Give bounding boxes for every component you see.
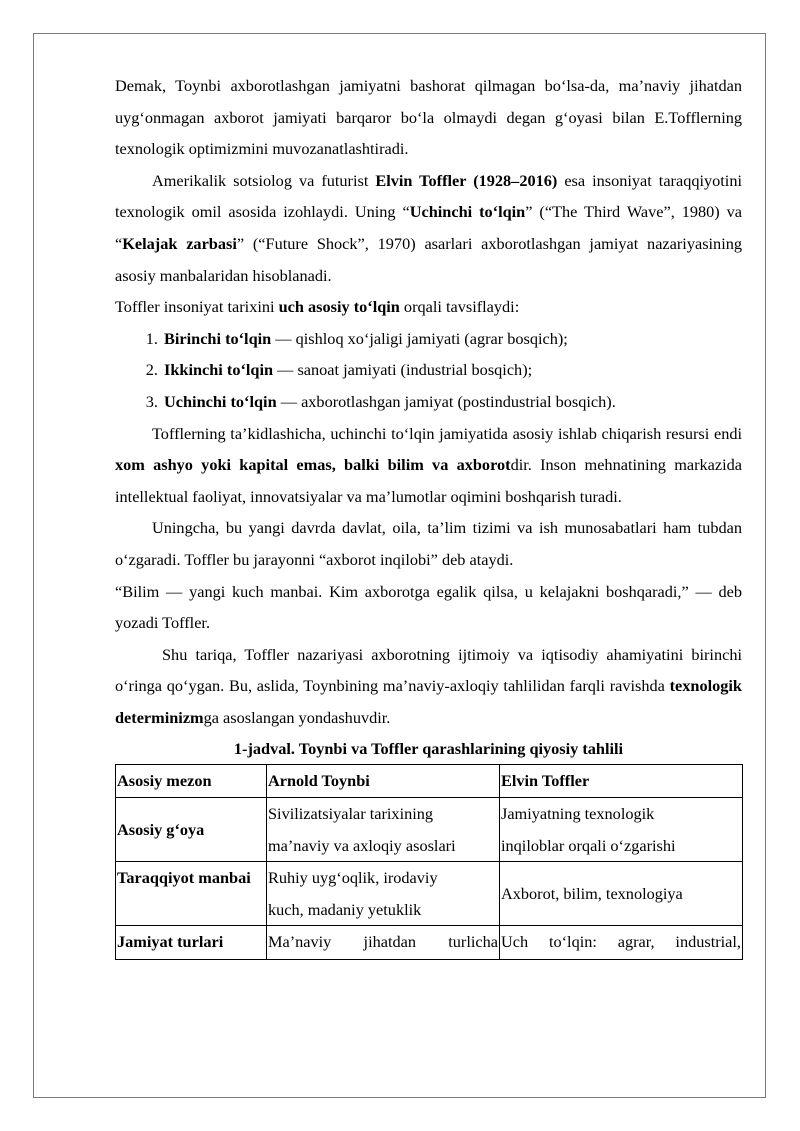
bold-term: xom ashyo yoki kapital emas, balki bilim va axborot	[115, 455, 511, 475]
text-run: ” (“Future Shock”, 1970) asarlari axborotlashgan jamiyat nazariyasining asosiy manbalaridan hisoblanadi.	[115, 233, 742, 285]
comparison-table	[115, 764, 743, 960]
cell-line: Jamiyatning texnologik	[501, 804, 655, 824]
text-run: Tofflerning ta’kidlashicha, uchinchi to‘lqin jamiyatida asosiy ishlab chiqarish resursi endi	[152, 423, 742, 443]
cell-line: kuch, madaniy yetuklik	[268, 899, 422, 919]
bold-book-title: Kelajak zarbasi	[122, 233, 237, 253]
table-header-cell: Asosiy mezon	[116, 765, 267, 798]
table-header-row	[116, 765, 743, 798]
paragraph-shu-tariqa	[115, 639, 742, 734]
bold-term: texnologik determinizm	[115, 676, 742, 727]
table-header-cell: Arnold Toynbi	[267, 765, 500, 798]
list-item-bold: Uchinchi to‘lqin	[164, 391, 277, 411]
text-run: ga asoslangan yondashuvdir.	[203, 707, 391, 727]
waves-list	[115, 323, 742, 418]
table-cell-criterion: Taraqqiyot manbai	[116, 862, 267, 926]
list-item-text: — qishloq xo‘jaligi jamiyati (agrar bosqich);	[271, 328, 568, 348]
table-row	[116, 926, 743, 960]
bold-author: Elvin Toffler (1928–2016)	[375, 170, 558, 190]
table-cell-toffler: Uch to‘lqin: agrar, industrial,	[500, 926, 743, 960]
table-row	[116, 798, 743, 862]
list-item-bold: Ikkinchi to‘lqin	[164, 360, 274, 380]
cell-line: inqiloblar orqali o‘zgarishi	[501, 835, 676, 855]
table-cell-criterion: Asosiy g‘oya	[116, 798, 267, 862]
cell-line: Sivilizatsiyalar tarixining	[268, 804, 434, 824]
list-item-text: — axborotlashgan jamiyat (postindustrial bosqich).	[276, 391, 616, 411]
text-run: esa insoniyat taraqqiyotini texnologik omil asosida izohlaydi. Uning “	[115, 170, 742, 222]
table-row	[116, 862, 743, 926]
table-cell-toffler: Axborot, bilim, texnologiya	[500, 862, 743, 926]
text-run: ” (“The Third Wave”, 1980) va “	[115, 202, 743, 253]
cell-line: ma’naviy va axloqiy asoslari	[268, 835, 456, 855]
text-run: Shu tariqa, Toffler nazariyasi axborotning ijtimoiy va iqtisodiy ahamiyatini birinchi o‘ringa qo‘ygan. Bu, aslida, Toynbining ma’naviy-axloqiy tahlilidan farqli ravishda	[115, 644, 742, 696]
paragraph-demak: Demak, Toynbi axborotlashgan jamiyatni bashorat qilmagan bo‘lsa-da, ma’naviy jihatdan uyg‘onmagan axborot jamiyati barqaror bo‘la olmaydi degan g‘oyasi bilan E.Tofflerning texnologik optimizmini muvozanatlashtiradi.	[115, 76, 742, 159]
list-item-bold: Birinchi to‘lqin	[164, 328, 272, 348]
paragraph-quote: “Bilim — yangi kuch manbai. Kim axborotga egalik qilsa, u kelajakni boshqaradi,” — deb yozadi Toffler.	[115, 581, 742, 633]
table-header-cell: Elvin Toffler	[500, 765, 743, 798]
paragraph-tofflerning	[115, 418, 742, 513]
bold-book-title: Uchinchi to‘lqin	[409, 202, 526, 222]
list-item-text: — sanoat jamiyati (industrial bosqich);	[273, 360, 533, 380]
bold-term: uch asosiy to‘lqin	[278, 297, 400, 317]
table-cell-toynbi	[267, 862, 500, 926]
document-body	[115, 70, 742, 960]
text-run: Toffler insoniyat tarixini	[115, 297, 279, 317]
table-cell-toynbi: Ma’naviy jihatdan turlicha	[267, 926, 500, 960]
text-run: orqali tavsiflaydi:	[399, 297, 520, 317]
list-item	[162, 386, 742, 418]
text-run: Amerikalik sotsiolog va futurist	[152, 170, 376, 190]
paragraph-toffler-intro	[115, 291, 742, 323]
table-cell-criterion: Jamiyat turlari	[116, 926, 267, 960]
cell-line: Ruhiy uyg‘oqlik, irodaviy	[268, 868, 438, 888]
paragraph-amerikalik	[115, 165, 742, 291]
table-caption: 1-jadval. Toynbi va Toffler qarashlarining qiyosiy tahlili	[233, 739, 624, 759]
table-cell-toffler	[500, 798, 743, 862]
list-item	[162, 354, 742, 386]
text-run: dir. Inson mehnatining markazida intellektual faoliyat, innovatsiyalar va ma’lumotlar oqimini boshqarish turadi.	[115, 455, 742, 506]
table-cell-toynbi	[267, 798, 500, 862]
list-item	[162, 323, 742, 355]
paragraph-uningcha: Uningcha, bu yangi davrda davlat, oila, ta’lim tizimi va ish munosabatlari ham tubdan o‘zgaradi. Toffler bu jarayonni “axborot inqilobi” deb ataydi.	[115, 518, 742, 569]
